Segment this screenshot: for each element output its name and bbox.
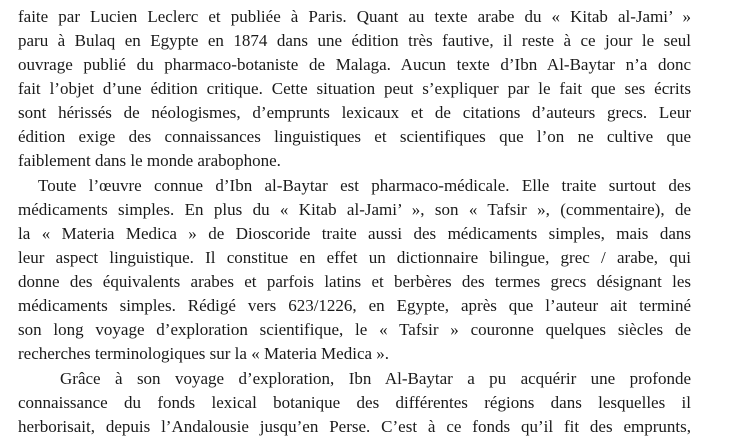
- text-line: médicaments simples. Rédigé vers 623/1226, en Egypte, après que l’auteur ait terminé: [18, 296, 691, 315]
- text-line: connaissance du fonds lexical botanique des différentes régions dans lesquelles il: [18, 393, 691, 412]
- text-line: ouvrage publié du pharmaco-botaniste de Malaga. Aucun texte d’Ibn Al-Baytar n’a donc: [18, 55, 691, 74]
- text-line: médicaments simples. En plus du « Kitab al-Jami’ », son « Tafsir », (commentaire), de: [18, 200, 691, 219]
- text-line: recherches terminologiques sur la « Materia Medica ».: [18, 344, 390, 363]
- paragraph-first-line: Toute l’œuvre connue d’Ibn al-Baytar est pharmaco-médicale. Elle traite surtout des: [38, 176, 691, 195]
- text-line: leur aspect linguistique. Il constitue en effet un dictionnaire bilingue, grec / arabe, qui: [18, 248, 691, 267]
- text-line: fait l’objet d’une édition critique. Cette situation peut s’expliquer par le fait que ses écrits: [18, 79, 691, 98]
- text-line: édition exige des connaissances linguistiques et scientifiques que l’on ne cultive que: [18, 127, 691, 146]
- text-line: faite par Lucien Leclerc et publiée à Paris. Quant au texte arabe du « Kitab al-Jami’ »: [18, 7, 691, 26]
- text-line: herborisait, depuis l’Andalousie jusqu’en Perse. C’est à ce fonds qu’il fit des emprunts,: [18, 417, 691, 436]
- paragraph-first-line: Grâce à son voyage d’exploration, Ibn Al-Baytar a pu acquérir une profonde: [60, 369, 691, 388]
- text-line: faiblement dans le monde arabophone.: [18, 151, 281, 170]
- text-line: paru à Bulaq en Egypte en 1874 dans une édition très fautive, il reste à ce jour le seul: [18, 31, 691, 50]
- text-line: la « Materia Medica » de Dioscoride traite aussi des médicaments simples, mais dans: [18, 224, 691, 243]
- text-line: sont hérissés de néologismes, d’emprunts lexicaux et de citations d’auteurs grecs. Leur: [18, 103, 691, 122]
- text-line: donne des équivalents arabes et parfois latins et berbères des termes grecs désignant les: [18, 272, 691, 291]
- text-line: son long voyage d’exploration scientifique, le « Tafsir » couronne quelques siècles de: [18, 320, 691, 339]
